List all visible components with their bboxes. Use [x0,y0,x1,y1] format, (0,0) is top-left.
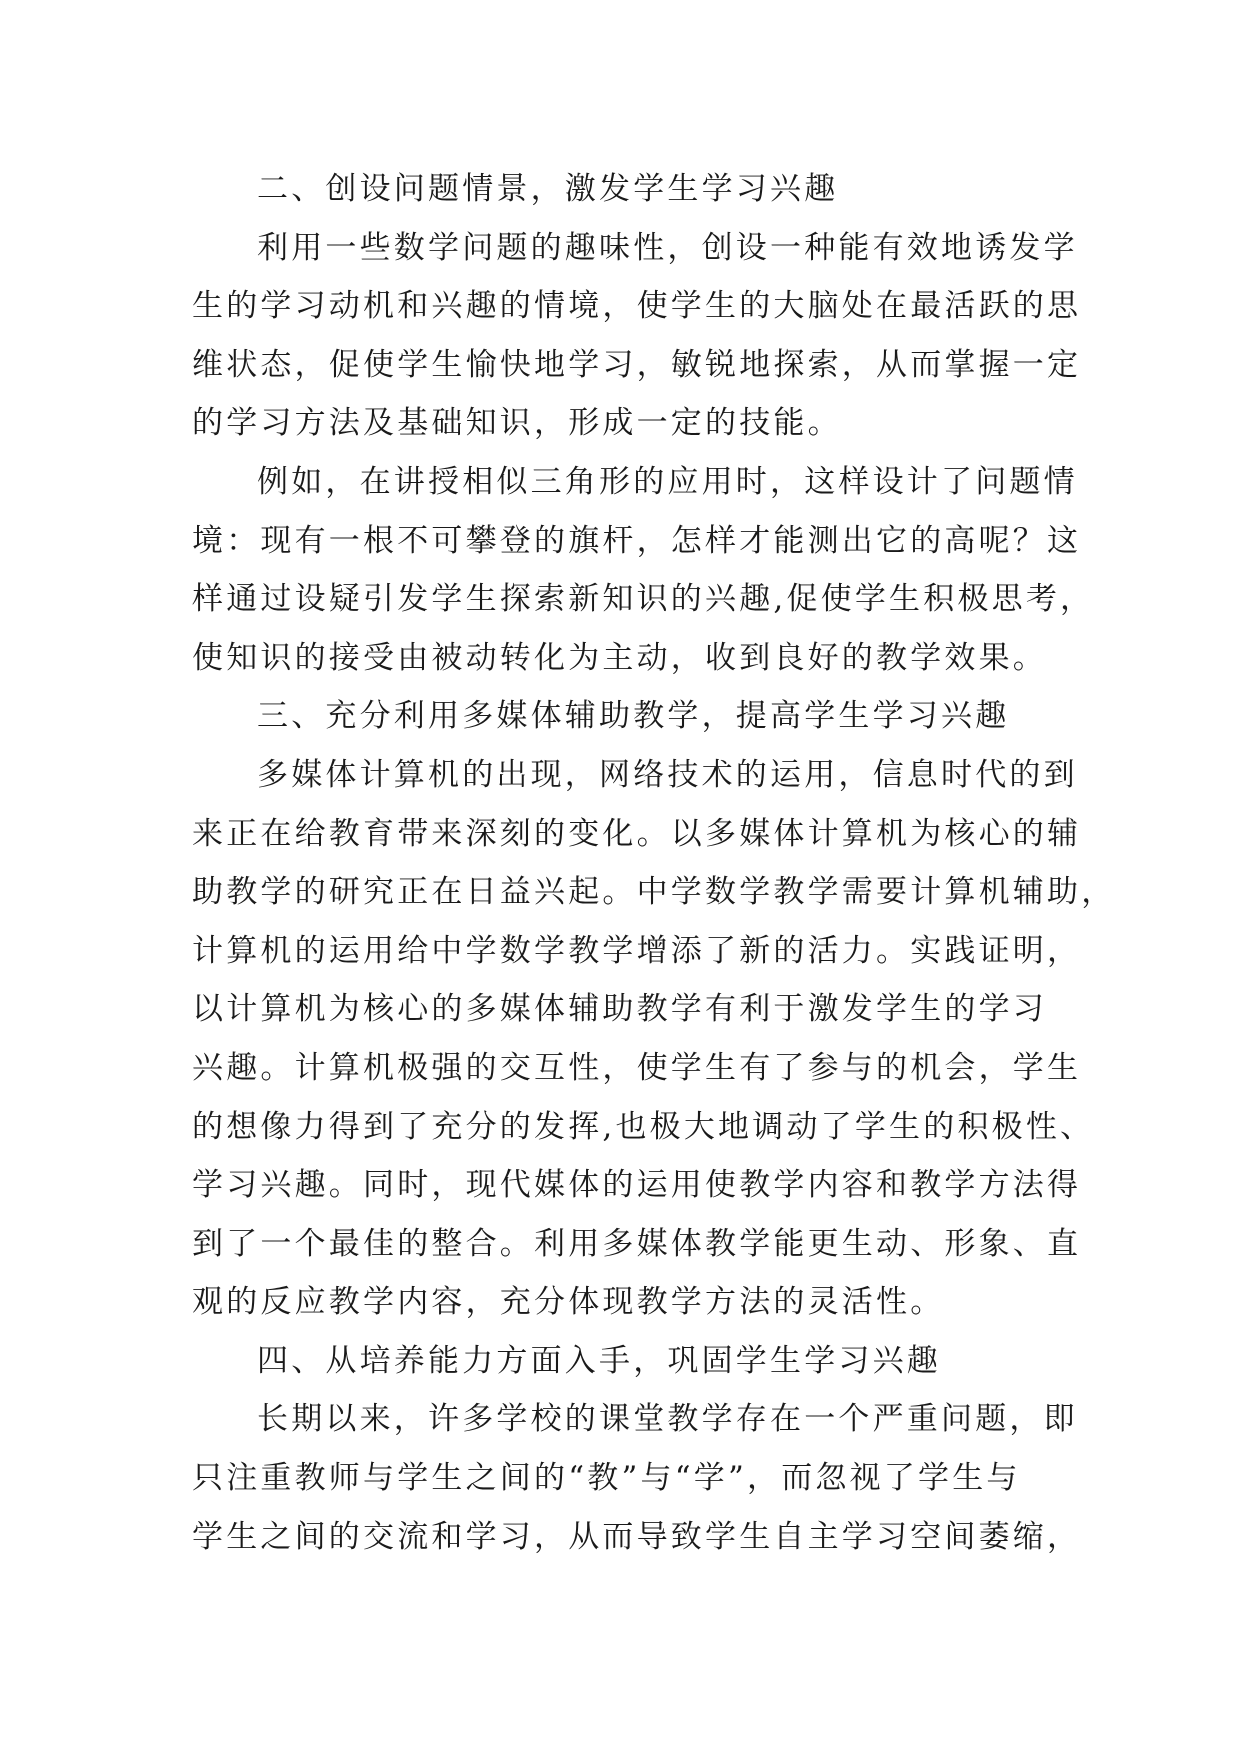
paragraph-line: 的学习方法及基础知识，形成一定的技能。 [192,405,842,442]
paragraph-line: 例如，在讲授相似三角形的应用时，这样设计了问题情 [257,463,1078,500]
paragraph-line: 使知识的接受由被动转化为主动，收到良好的教学效果。 [192,639,1047,676]
paragraph-line: 维状态，促使学生愉快地学习，敏锐地探索，从而掌握一定 [192,346,1082,383]
paragraph-line: 长期以来，许多学校的课堂教学存在一个严重问题，即 [257,1401,1078,1438]
paragraph-line: 多媒体计算机的出现，网络技术的运用，信息时代的到 [257,756,1078,793]
paragraph-line: 计算机的运用给中学数学教学增添了新的活力。实践证明， [192,932,1082,969]
paragraph-line: 以计算机为核心的多媒体辅助教学有利于激发学生的学习 [192,991,1047,1028]
paragraph-line: 的想像力得到了充分的发挥,也极大地调动了学生的积极性、 [192,1108,1095,1145]
paragraph-line: 观的反应教学内容，充分体现教学方法的灵活性。 [192,1284,945,1321]
heading-section-4: 四、从培养能力方面入手，巩固学生学习兴趣 [257,1342,941,1379]
paragraph-line: 生的学习动机和兴趣的情境，使学生的大脑处在最活跃的思 [192,288,1082,325]
paragraph-line: 到了一个最佳的整合。利用多媒体教学能更生动、形象、直 [192,1225,1082,1262]
paragraph-line: 利用一些数学问题的趣味性，创设一种能有效地诱发学 [257,229,1078,266]
paragraph-line: 样通过设疑引发学生探索新知识的兴趣,促使学生积极思考， [192,581,1095,618]
paragraph-line: 只注重教师与学生之间的“教”与“学”，而忽视了学生与 [192,1460,1021,1497]
paragraph-line: 来正在给教育带来深刻的变化。以多媒体计算机为核心的辅 [192,815,1082,852]
paragraph-line: 境：现有一根不可攀登的旗杆，怎样才能测出它的高呢？这 [192,522,1082,559]
paragraph-line: 助教学的研究正在日益兴起。中学数学教学需要计算机辅助， [192,874,1116,911]
paragraph-line: 兴趣。计算机极强的交互性，使学生有了参与的机会，学生 [192,1049,1082,1086]
paragraph-line: 学习兴趣。同时，现代媒体的运用使教学内容和教学方法得 [192,1167,1082,1204]
paragraph-line: 学生之间的交流和学习，从而导致学生自主学习空间萎缩， [192,1518,1082,1555]
heading-section-3: 三、充分利用多媒体辅助教学，提高学生学习兴趣 [257,698,1010,735]
document-body [192,160,1116,1566]
heading-section-2: 二、创设问题情景，激发学生学习兴趣 [257,171,839,207]
